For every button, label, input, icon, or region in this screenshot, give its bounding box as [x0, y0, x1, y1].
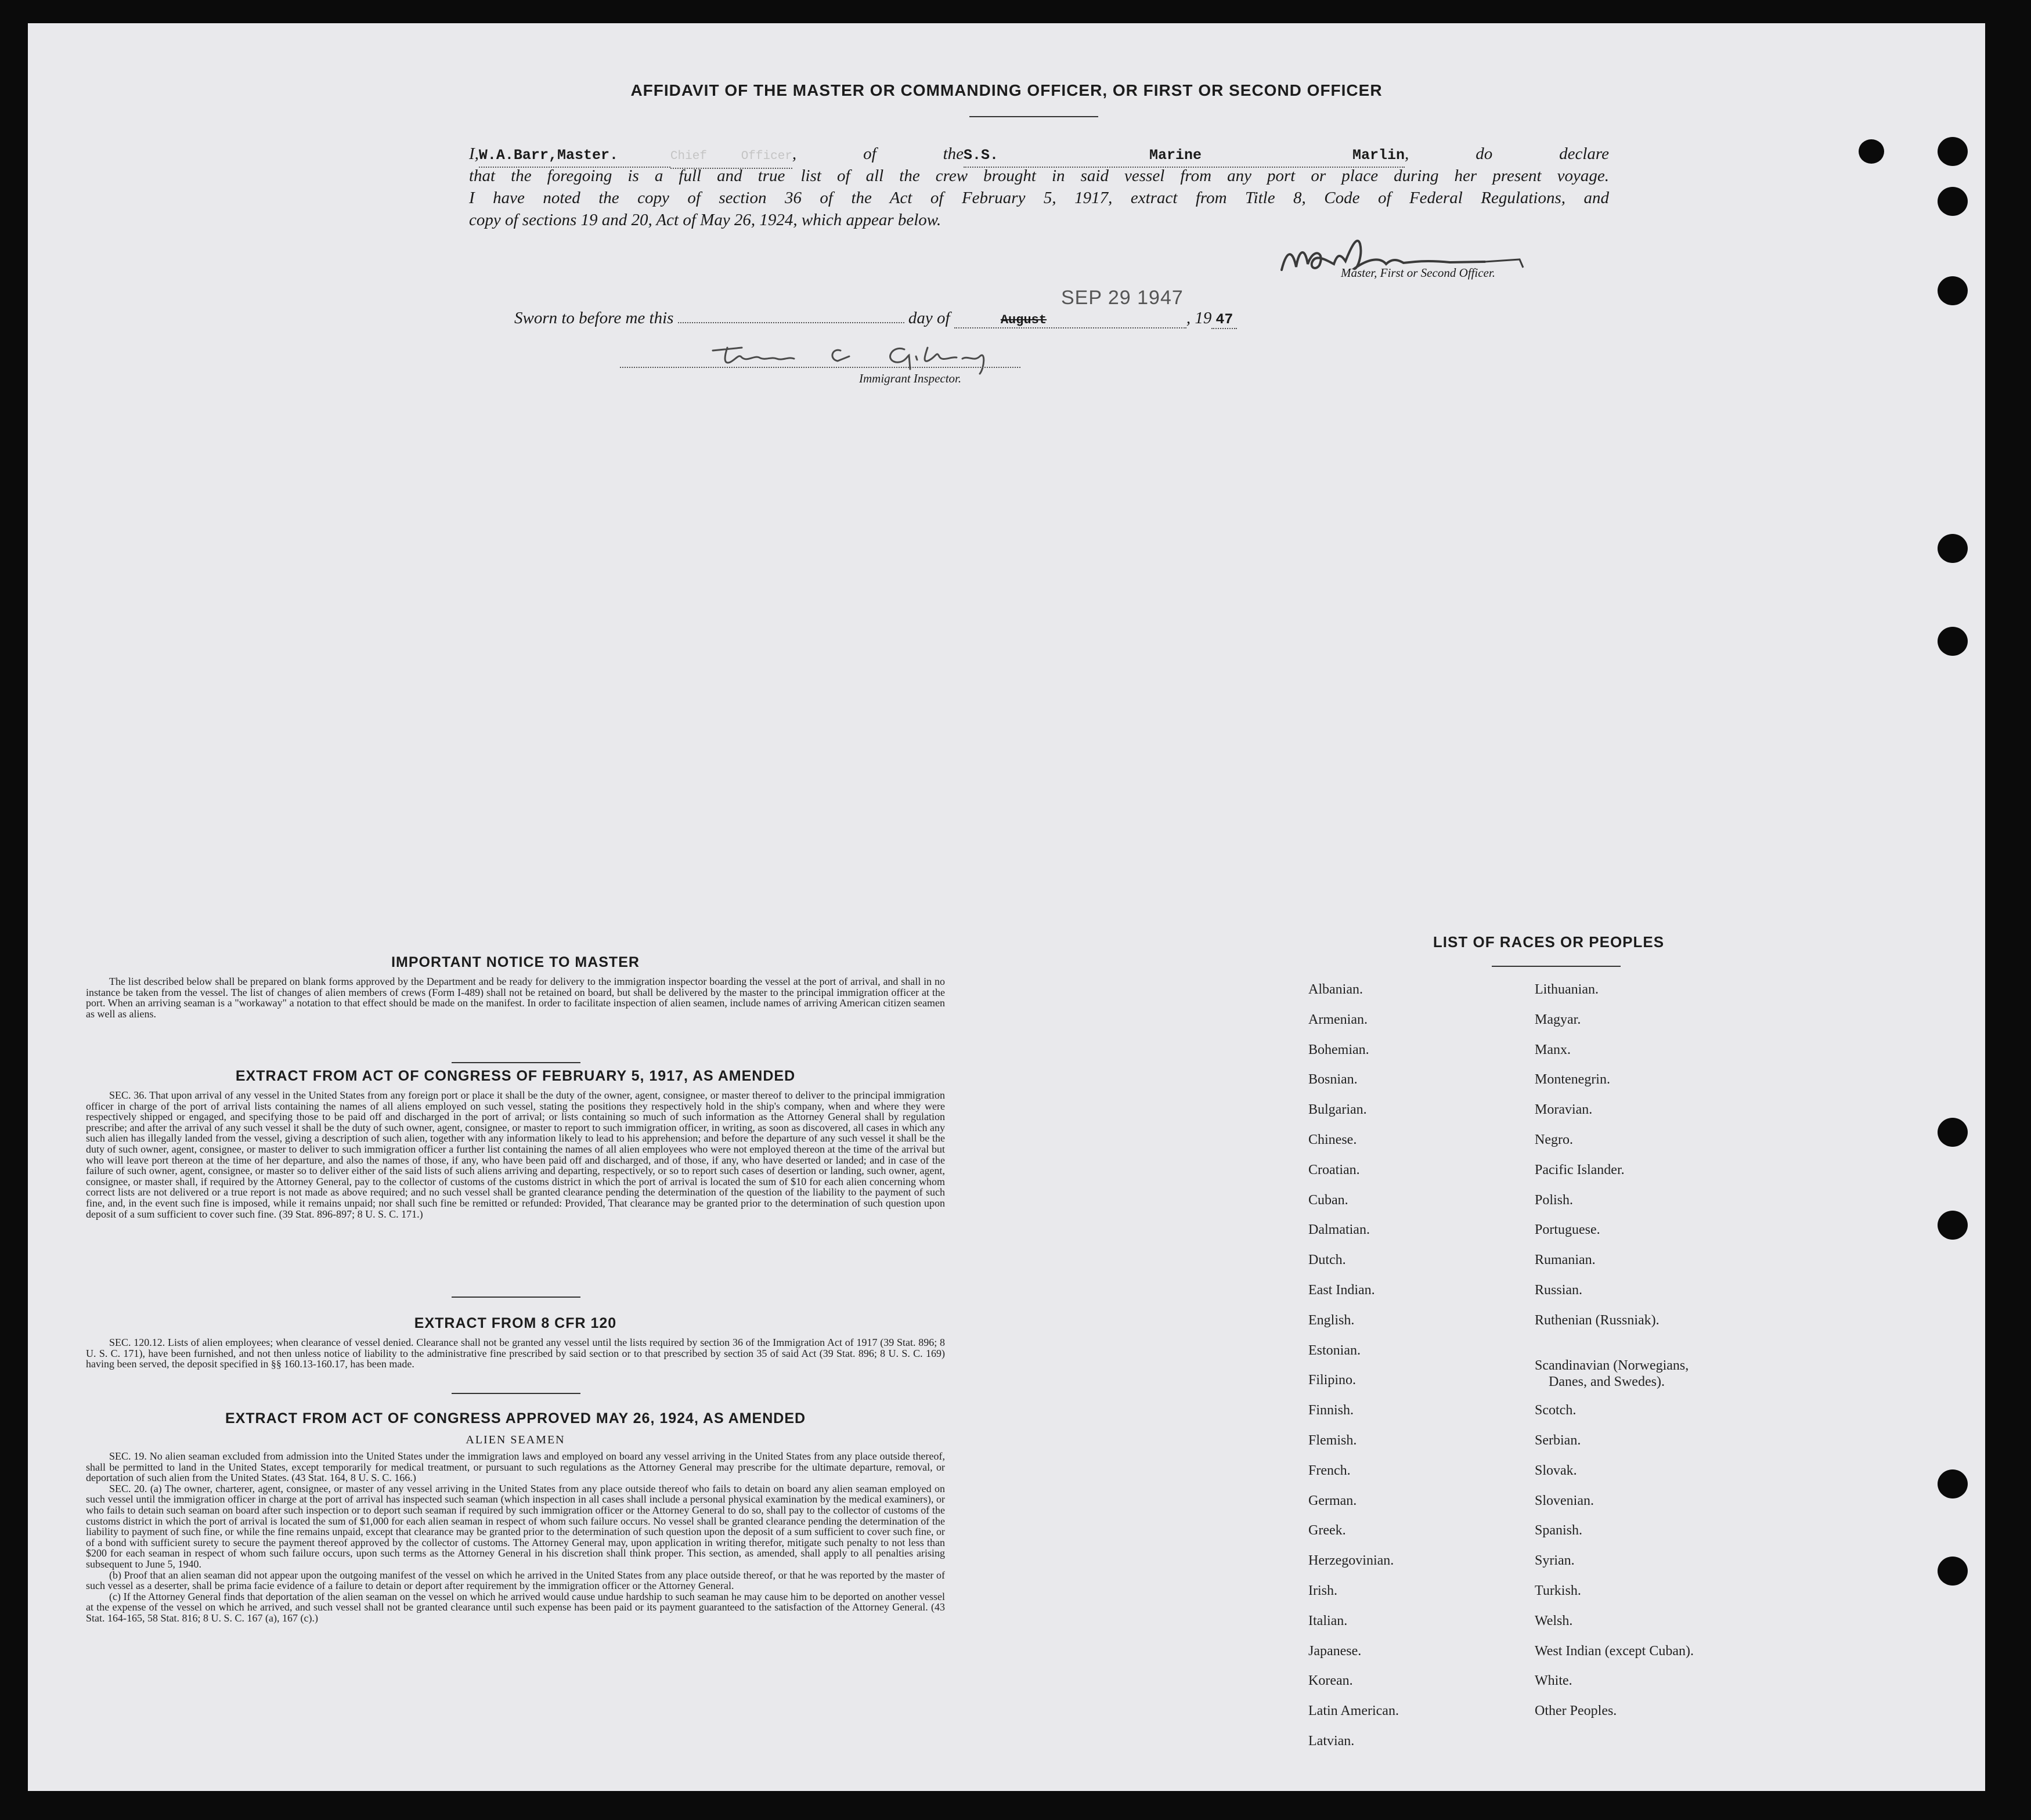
race-item: Magyar.: [1535, 1012, 1581, 1027]
race-item: Slovenian.: [1535, 1493, 1594, 1508]
race-item: Irish.: [1308, 1583, 1337, 1598]
race-item: Italian.: [1308, 1613, 1348, 1628]
vessel-name: S.S. Marine Marlin: [964, 145, 1405, 168]
races-left-column: [1308, 982, 1541, 1771]
race-item: East Indian.: [1308, 1283, 1375, 1298]
race-item: Latvian.: [1308, 1734, 1355, 1749]
sworn-label: Sworn to before me this: [514, 309, 674, 327]
race-item: Bosnian.: [1308, 1072, 1358, 1088]
sec-36-paragraph: SEC. 36. That upon arrival of any vessel in the United States from any foreign port or place it shall be the duty of the owner, agent, consignee, or master thereof to deliver to the principal immigration officer in charge of the port of arrival lists containing the names of all aliens employed on such vessel, stating the positions they respectively hold in the ship's company, when and where they were respectively shipped or engaged, and specifying those to be paid off and discharged in the port of arrival; or lists containing so much of such information as the Attorney General shall by regulation prescribe; and after the arrival of any such vessel it shall be the duty of such owner, agent, consignee, or master to report to such immigration officer, in writing, as soon as discovered, all cases in which any such alien has illegally landed from the vessel, giving a description of such alien, together with any information likely to lead to his apprehension; and before the departure of any such vessel it shall be the duty of such owner, agent, consignee, or master to deliver to such immigration officer a further list containing the names of all alien employees who were not employed thereon at the time of the arrival but who will leave port thereon at the time of her departure, and also the names of those, if any, who have been paid off and discharged, and of those, if any, who have deserted or landed; and in case of the failure of such owner, agent, consignee, or master so to deliver either of the said lists of such aliens arriving and departing, respectively, or so to report such cases of desertion or landing, such owner, agent, consignee, or master shall, if required by the Attorney General, pay to the collector of customs of the customs district in which the port of arrival is located the sum of $10 for each alien concerning whom correct lists are not delivered or a true report is not made as above required; and no such vessel shall be granted clearance pending the determination of the question of the liability to the payment of such fine, and, in the event such fine is imposed, while it remains unpaid; nor shall such fine be remitted or refunded: Provided, That clearance may be granted prior to the determination of such question upon deposit of a sum sufficient to cover such fine. (39 Stat. 896-897; 8 U. S. C. 171.): [86, 1089, 945, 1220]
race-item: White.: [1535, 1673, 1572, 1689]
extract-8cfr-text: [86, 1337, 945, 1370]
notice-text: [86, 976, 945, 1019]
race-item: Estonian.: [1308, 1342, 1361, 1358]
binder-hole: [1859, 139, 1884, 164]
alien-seamen-subtitle: ALIEN SEAMEN: [466, 1433, 565, 1446]
extract-1917-text: [86, 1090, 945, 1219]
race-item: Latin American.: [1308, 1703, 1399, 1719]
binder-hole: [1938, 1118, 1968, 1147]
race-item: Armenian.: [1308, 1012, 1368, 1027]
race-item: Cuban.: [1308, 1192, 1348, 1208]
i-label: I,: [469, 145, 479, 163]
binder-hole: [1938, 276, 1968, 305]
notice-paragraph: The list described below shall be prepared on blank forms approved by the Department and be ready for delivery to the immigration inspector boarding the vessel at the port of arrival, and shall in no instance be taken from the vessel. The list of changes of alien members of crews (Form I-489) shall not be retained on board, but shall be delivered by the master to the principal immigration officer at the port. When an arriving seaman is a "workaway" a notation to that effect should be made on the manifest. In order to facilitate inspection of alien seamen, include names of arriving American citizen seamen as well as aliens.: [86, 976, 945, 1020]
binder-hole: [1938, 137, 1968, 166]
race-item: Filipino.: [1308, 1373, 1357, 1388]
race-item: Flemish.: [1308, 1433, 1357, 1448]
race-item: Dutch.: [1308, 1252, 1346, 1268]
notice-divider: [452, 1062, 580, 1063]
race-item: Turkish.: [1535, 1583, 1581, 1598]
race-item: Rumanian.: [1535, 1252, 1596, 1268]
extract-8cfr-title: EXTRACT FROM 8 CFR 120: [414, 1315, 617, 1331]
race-item: Negro.: [1535, 1132, 1573, 1147]
binder-hole: [1938, 1469, 1968, 1498]
binder-hole: [1938, 534, 1968, 563]
sec-20c-paragraph: (c) If the Attorney General finds that deportation of the alien seaman on the vessel on which he arrived would cause undue hardship to such seaman he may cause him to be deported on another vessel at the expense of the vessel on which he arrived, and such vessel shall not be granted clearance until such expense has been paid or its payment guaranteed to the satisfaction of the Attorney General. (43 Stat. 164-165, 58 Stat. 816; 8 U. S. C. 167 (a), 167 (c).): [86, 1590, 945, 1624]
race-item: Danes, and Swedes).: [1549, 1374, 1665, 1389]
declaration-line-2: that the foregoing is a full and true list of all the crew brought in said vessel from any port or place during her present voyage.: [469, 167, 1609, 185]
extract-8cfr-divider: [452, 1393, 580, 1394]
sworn-day-field: [678, 322, 904, 323]
race-item: Montenegrin.: [1535, 1072, 1610, 1088]
struck-month: August: [954, 313, 1186, 328]
race-item: Slovak.: [1535, 1463, 1577, 1478]
race-item: Other Peoples.: [1535, 1703, 1617, 1719]
race-item: Korean.: [1308, 1673, 1353, 1689]
sec-19-paragraph: SEC. 19. No alien seaman excluded from admission into the United States under the immigration laws and employed on board any vessel arriving in the United States from any place outside thereof, shall be permitted to land in the United States, except temporarily for medical treatment, or pursuant to such regulations as the Attorney General may prescribe for the ultimate departure, removal, or deportation of such alien from the United States. (43 Stat. 164, 8 U. S. C. 166.): [86, 1450, 945, 1484]
year-prefix: , 19: [1186, 309, 1212, 327]
race-item: West Indian (except Cuban).: [1535, 1643, 1694, 1659]
race-item: Scandinavian (Norwegians,: [1535, 1357, 1689, 1373]
race-item: Scotch.: [1535, 1403, 1577, 1418]
race-item: Spanish.: [1535, 1523, 1583, 1539]
binder-hole: [1938, 627, 1968, 656]
race-item: Polish.: [1535, 1192, 1574, 1208]
date-stamp: SEP 29 1947: [1061, 287, 1184, 309]
race-item: Russian.: [1535, 1283, 1583, 1298]
race-item: Syrian.: [1535, 1553, 1575, 1569]
race-item: Moravian.: [1535, 1102, 1593, 1118]
declaration-line-3: I have noted the copy of section 36 of the Act of February 5, 1917, extract from Title 8, Code of Federal Regulations, and: [469, 189, 1609, 207]
declaration-line-4: copy of sections 19 and 20, Act of May 26, 1924, which appear below.: [469, 211, 941, 229]
race-item: Welsh.: [1535, 1613, 1573, 1628]
race-item: Serbian.: [1535, 1433, 1581, 1448]
do-declare-label: , do declare: [1405, 145, 1609, 163]
race-item: Bohemian.: [1308, 1042, 1369, 1057]
sec-20b-paragraph: (b) Proof that an alien seaman did not appear upon the outgoing manifest of the vessel on which he arrived in the United States from any place outside thereof, or that he was reported by the master of such vessel as a deserter, shall be prima facie evidence of a failure to detain or deport after requirement by the immigration officer or the Attorney General.: [86, 1569, 945, 1592]
extract-1924-text: [86, 1451, 945, 1624]
race-item: Japanese.: [1308, 1643, 1362, 1659]
race-item: Pacific Islander.: [1535, 1162, 1625, 1178]
day-of-label: day of: [908, 309, 950, 327]
race-item: English.: [1308, 1312, 1355, 1328]
race-item: Manx.: [1535, 1042, 1571, 1057]
binder-hole: [1938, 1211, 1968, 1240]
struck-officer-title: Chief Officer: [670, 146, 792, 169]
master-name: W.A.Barr,Master.: [479, 145, 670, 168]
races-title: LIST OF RACES OR PEOPLES: [1433, 933, 1665, 951]
race-item: Dalmatian.: [1308, 1222, 1370, 1238]
race-item: Lithuanian.: [1535, 982, 1599, 997]
year-suffix: 47: [1211, 311, 1237, 329]
sec-120-12-paragraph: SEC. 120.12. Lists of alien employees; when clearance of vessel denied. Clearance shall not be granted any vessel until the lists required by section 36 of the Immigration Act of 1917 (39 Stat. 896; 8 U. S. C. 171), have been furnished, and not then unless notice of liability to the administrative fine prescribed by said section or to that prescribed by section 35 of said Act (39 Stat. 896; 8 U. S. C. 169) having been served, the deposit specified in §§ 160.13-160.17, has been made.: [86, 1337, 945, 1370]
races-right-column: [1535, 982, 1837, 1771]
extract-1924-title: EXTRACT FROM ACT OF CONGRESS APPROVED MAY 26, 1924, AS AMENDED: [225, 1410, 806, 1427]
extract-1917-divider: [452, 1297, 580, 1298]
race-item: Ruthenian (Russniak).: [1535, 1312, 1660, 1328]
race-item: Herzegovinian.: [1308, 1553, 1394, 1569]
sec-20a-paragraph: SEC. 20. (a) The owner, charterer, agent, consignee, or master of any vessel arriving in the United States from any place outside thereof who fails to detain on board any alien seaman employed on such vessel until the immigration officer in charge at the port of arrival has inspected such seaman (which inspection in all cases shall include a personal physical examination by the medical examiners), or who fails to detain such seaman on board after such inspection or to deport such seaman if required by such immigration officer or the Attorney General to do so, shall pay to the collector of customs of the customs district in which the port of arrival is located the sum of $1,000 for each alien seaman in respect of whom such failure occurs. No vessel shall be granted clearance pending the determination of the liability to payment of such fine, or while the fine remains unpaid, except that clearance may be granted prior to the determination of such question upon the deposit of a sum sufficient to cover such fine, or of a bond with sufficient surety to secure the payment thereof approved by the collector of customs. The Attorney General may, upon application in writing therefor, mitigate such penalty to not less than $200 for each seaman in respect of whom such failure occurs, upon such terms as the Attorney General in his discretion shall think proper. This section, as amended, shall apply to all penalties arising subsequent to June 5, 1940.: [86, 1482, 945, 1570]
of-the-label: , of the: [792, 145, 964, 163]
race-item: German.: [1308, 1493, 1357, 1508]
binder-hole: [1938, 187, 1968, 216]
title-divider: [969, 116, 1098, 117]
race-item: Chinese.: [1308, 1132, 1357, 1147]
document-page: [28, 23, 1985, 1791]
race-item: Albanian.: [1308, 982, 1363, 997]
races-divider: [1492, 966, 1621, 967]
affidavit-title: AFFIDAVIT OF THE MASTER OR COMMANDING OFFICER, OR FIRST OR SECOND OFFICER: [630, 81, 1383, 99]
extract-1917-title: EXTRACT FROM ACT OF CONGRESS OF FEBRUARY 5, 1917, AS AMENDED: [235, 1068, 796, 1084]
binder-hole: [1938, 1557, 1968, 1586]
race-item: French.: [1308, 1463, 1351, 1478]
race-item: Portuguese.: [1535, 1222, 1600, 1238]
race-item: Finnish.: [1308, 1403, 1354, 1418]
master-signature-label: Master, First or Second Officer.: [1341, 266, 1495, 280]
inspector-signature-line: [620, 367, 1020, 368]
sworn-line: [514, 309, 1237, 329]
race-item: Greek.: [1308, 1523, 1346, 1539]
race-item: Croatian.: [1308, 1162, 1360, 1178]
inspector-label: Immigrant Inspector.: [859, 371, 962, 385]
notice-title: IMPORTANT NOTICE TO MASTER: [391, 954, 640, 970]
race-item: Bulgarian.: [1308, 1102, 1367, 1118]
